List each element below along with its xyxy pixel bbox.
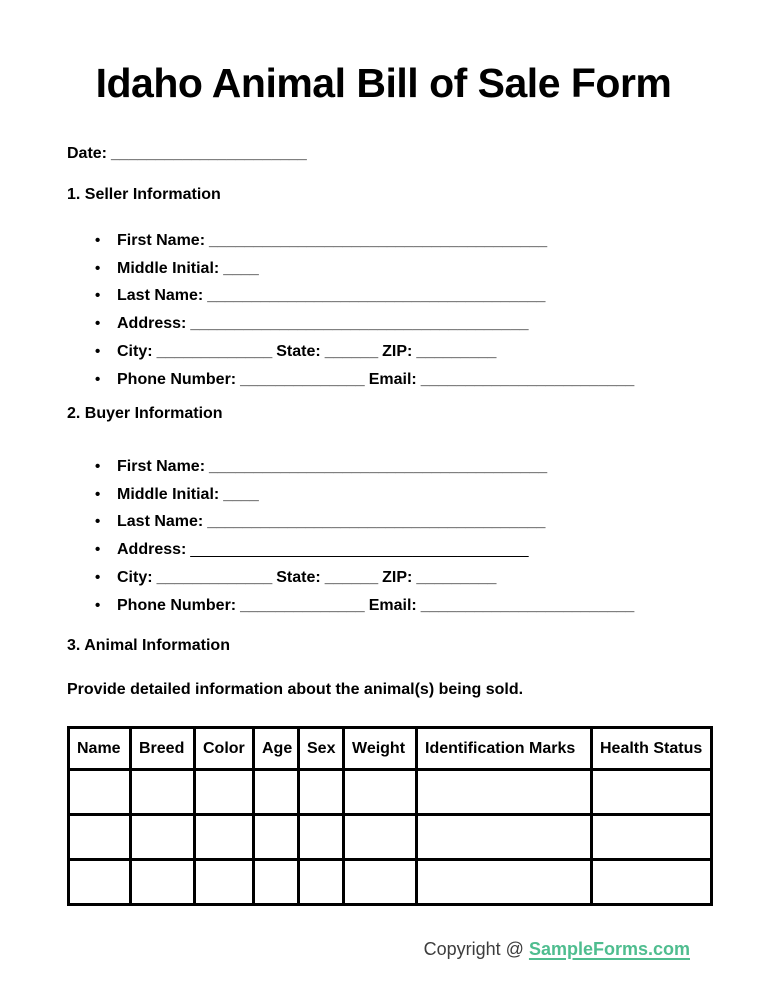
table-row bbox=[69, 860, 712, 905]
bullet-icon: • bbox=[95, 370, 101, 388]
first-name-label: First Name: bbox=[117, 458, 206, 475]
bullet-icon: • bbox=[95, 513, 101, 531]
copyright-text: Copyright @ bbox=[423, 939, 524, 959]
animal-section-description: Provide detailed information about the animal(s) being sold. bbox=[67, 681, 524, 698]
seller-middle-initial-item bbox=[67, 255, 634, 283]
address-label: Address: bbox=[117, 315, 187, 333]
last-name-blank-line[interactable]: ______________________________________ bbox=[207, 513, 546, 531]
bullet-icon: • bbox=[95, 485, 101, 503]
city-label: City: bbox=[117, 342, 153, 360]
table-cell[interactable] bbox=[417, 770, 592, 815]
sampleforms-link[interactable]: SampleForms.com bbox=[528, 939, 690, 959]
buyer-fields-list bbox=[67, 453, 634, 619]
address-label: Address: bbox=[117, 541, 187, 559]
column-header-age: Age bbox=[254, 728, 299, 770]
table-cell[interactable] bbox=[254, 815, 299, 860]
bullet-icon: • bbox=[95, 287, 101, 305]
email-blank-line[interactable]: ________________________ bbox=[420, 370, 635, 388]
bullet-icon: • bbox=[95, 458, 101, 475]
table-cell[interactable] bbox=[131, 860, 195, 905]
bullet-icon: • bbox=[95, 342, 101, 360]
table-cell[interactable] bbox=[254, 860, 299, 905]
last-name-label: Last Name: bbox=[117, 287, 204, 305]
buyer-address-item bbox=[67, 536, 634, 564]
middle-initial-label: Middle Initial: bbox=[117, 259, 220, 277]
table-cell[interactable] bbox=[69, 860, 131, 905]
buyer-last-name-item bbox=[67, 508, 634, 536]
buyer-phone-email-item bbox=[67, 592, 634, 620]
bullet-icon: • bbox=[95, 596, 101, 614]
table-cell[interactable] bbox=[592, 770, 712, 815]
table-cell[interactable] bbox=[299, 815, 344, 860]
bullet-icon: • bbox=[95, 315, 101, 333]
animal-info-table bbox=[67, 726, 713, 906]
email-label: Email: bbox=[368, 370, 417, 388]
table-cell[interactable] bbox=[69, 770, 131, 815]
address-blank-line[interactable]: ______________________________________ bbox=[190, 315, 529, 333]
last-name-label: Last Name: bbox=[117, 513, 204, 531]
state-label: State: bbox=[276, 568, 321, 586]
date-blank-line[interactable]: ______________________ bbox=[111, 145, 307, 162]
table-cell[interactable] bbox=[254, 770, 299, 815]
table-cell[interactable] bbox=[344, 770, 417, 815]
buyer-first-name-item bbox=[67, 453, 634, 481]
state-blank-line[interactable]: ______ bbox=[324, 342, 379, 360]
zip-label: ZIP: bbox=[382, 568, 413, 586]
first-name-blank-line[interactable]: ______________________________________ bbox=[209, 458, 548, 475]
column-header-identification-marks: Identification Marks bbox=[417, 728, 592, 770]
zip-blank-line[interactable]: _________ bbox=[416, 342, 497, 360]
table-cell[interactable] bbox=[592, 815, 712, 860]
buyer-section-heading: 2. Buyer Information bbox=[67, 405, 223, 422]
middle-initial-label: Middle Initial: bbox=[117, 485, 220, 503]
seller-phone-email-item bbox=[67, 366, 634, 394]
seller-last-name-item bbox=[67, 282, 634, 310]
seller-address-item bbox=[67, 310, 634, 338]
seller-first-name-item bbox=[67, 227, 634, 255]
column-header-sex: Sex bbox=[299, 728, 344, 770]
page-title: Idaho Animal Bill of Sale Form bbox=[95, 60, 672, 106]
table-cell[interactable] bbox=[299, 860, 344, 905]
table-header-row bbox=[69, 728, 712, 770]
table-cell[interactable] bbox=[131, 815, 195, 860]
state-blank-line[interactable]: ______ bbox=[324, 568, 379, 586]
address-blank-line[interactable]: ______________________________________ bbox=[190, 541, 529, 559]
column-header-name: Name bbox=[69, 728, 131, 770]
seller-city-state-zip-item bbox=[67, 338, 634, 366]
table-cell[interactable] bbox=[195, 860, 254, 905]
first-name-blank-line[interactable]: ______________________________________ bbox=[209, 232, 548, 249]
table-cell[interactable] bbox=[344, 860, 417, 905]
phone-blank-line[interactable]: ______________ bbox=[240, 596, 365, 614]
middle-initial-blank-line[interactable]: ____ bbox=[223, 485, 259, 503]
bullet-icon: • bbox=[95, 568, 101, 586]
buyer-city-state-zip-item bbox=[67, 564, 634, 592]
table-cell[interactable] bbox=[131, 770, 195, 815]
column-header-color: Color bbox=[195, 728, 254, 770]
email-blank-line[interactable]: ________________________ bbox=[420, 596, 635, 614]
table-cell[interactable] bbox=[417, 860, 592, 905]
date-label: Date: bbox=[67, 145, 108, 162]
phone-label: Phone Number: bbox=[117, 596, 237, 614]
animal-section-heading: 3. Animal Information bbox=[67, 637, 230, 654]
column-header-weight: Weight bbox=[344, 728, 417, 770]
table-row bbox=[69, 815, 712, 860]
last-name-blank-line[interactable]: ______________________________________ bbox=[207, 287, 546, 305]
phone-label: Phone Number: bbox=[117, 370, 237, 388]
table-cell[interactable] bbox=[592, 860, 712, 905]
seller-fields-list bbox=[67, 227, 634, 393]
seller-section-heading: 1. Seller Information bbox=[67, 186, 221, 203]
table-cell[interactable] bbox=[299, 770, 344, 815]
middle-initial-blank-line[interactable]: ____ bbox=[223, 259, 259, 277]
table-cell[interactable] bbox=[344, 815, 417, 860]
bullet-icon: • bbox=[95, 232, 101, 249]
table-cell[interactable] bbox=[195, 815, 254, 860]
state-label: State: bbox=[276, 342, 321, 360]
footer bbox=[424, 937, 690, 961]
column-header-breed: Breed bbox=[131, 728, 195, 770]
date-field bbox=[67, 144, 307, 164]
bullet-icon: • bbox=[95, 259, 101, 277]
city-label: City: bbox=[117, 568, 153, 586]
phone-blank-line[interactable]: ______________ bbox=[240, 370, 365, 388]
table-cell[interactable] bbox=[69, 815, 131, 860]
first-name-label: First Name: bbox=[117, 232, 206, 249]
email-label: Email: bbox=[368, 596, 417, 614]
zip-blank-line[interactable]: _________ bbox=[416, 568, 497, 586]
city-blank-line[interactable]: _____________ bbox=[156, 342, 273, 360]
table-cell[interactable] bbox=[195, 770, 254, 815]
city-blank-line[interactable]: _____________ bbox=[156, 568, 273, 586]
bullet-icon: • bbox=[95, 541, 101, 559]
column-header-health-status: Health Status bbox=[592, 728, 712, 770]
zip-label: ZIP: bbox=[382, 342, 413, 360]
table-row bbox=[69, 770, 712, 815]
table-cell[interactable] bbox=[417, 815, 592, 860]
buyer-middle-initial-item bbox=[67, 481, 634, 509]
